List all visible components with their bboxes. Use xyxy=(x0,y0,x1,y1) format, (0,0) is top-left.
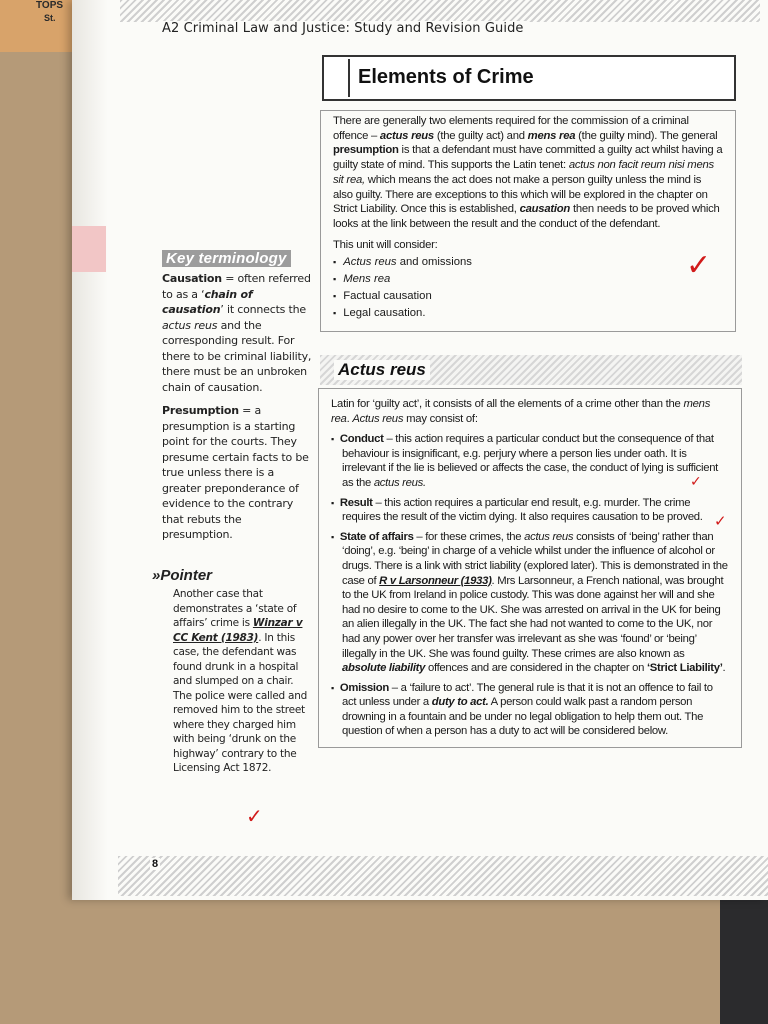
actus-reus-heading: Actus reus xyxy=(334,360,430,380)
actus-reus-italic: Actus reus xyxy=(352,412,404,425)
list-item xyxy=(333,271,723,288)
intro-text: (the guilty mind). The general xyxy=(575,129,718,142)
key-terminology-heading: Key terminology xyxy=(162,250,291,267)
list-item-omission xyxy=(331,681,729,739)
pointer-body: . In this case, the defendant was found drunk in a hospital and slumped on a chair. The police were called and removed him to the street where they charged him with being ‘drunk on the highway’ contrary to the Licensing Act 1872. xyxy=(173,631,308,774)
chapter-title: Elements of Crime xyxy=(358,66,534,88)
intro-causation: causation xyxy=(519,203,571,216)
list-item-state-of-affairs xyxy=(331,530,729,676)
red-tick-mark: ✓ xyxy=(686,248,712,283)
red-tick-mark: ✓ xyxy=(690,474,702,490)
result-term: Result xyxy=(339,496,373,509)
red-tick-mark: ✓ xyxy=(714,512,727,530)
causation-term: Causation xyxy=(162,272,222,285)
body-text: – this action requires a particular end result, e.g. murder. The crime requires the result of the victim dying. It also requires causation to be proved. xyxy=(342,496,703,524)
intro-box xyxy=(320,110,736,332)
omission-term: Omission xyxy=(339,681,389,694)
list-item xyxy=(333,254,723,271)
duty-to-act-term: duty to act. xyxy=(431,696,489,709)
pink-sticky-tab xyxy=(72,226,106,272)
body-text: A person could walk past a random person drowning in a fountain and be under no legal obligation to help them out. The question of when a person has a duty to act will be considered below. xyxy=(342,696,704,738)
pointer-title: Pointer xyxy=(160,567,213,584)
topic-mens-rea: Mens rea xyxy=(343,273,391,286)
intro-text: (the guilty act) and xyxy=(433,129,528,142)
list-item-result xyxy=(331,496,729,525)
intro-presumption: presumption xyxy=(333,144,399,157)
body-text: . xyxy=(722,662,726,675)
causation-definition xyxy=(162,271,312,395)
actus-reus-italic: actus reus. xyxy=(373,476,426,489)
intro-text: then needs to be proved which looks at the link between the result and the conduct of the defendant. xyxy=(333,203,720,230)
definition-text: and the corresponding result. For there to be criminal liability, there must be an unbroken chain of causation. xyxy=(162,318,312,394)
conduct-term: Conduct xyxy=(339,433,384,446)
desk-label-bottom: St. xyxy=(44,13,56,23)
body-text: offences and are considered in the chapter on xyxy=(425,662,647,675)
desk-label-top: TOPS xyxy=(36,0,64,11)
body-text: – a ‘failure to act’. The general rule is that it is not an offence to fail to act unless under a xyxy=(342,681,713,709)
footer-hatch-band xyxy=(118,856,768,896)
pointer-text xyxy=(173,587,313,776)
definition-text: = a presumption is a starting point for the courts. They presume certain facts to be true unless there is a greater preponderance of evidence to the contrary that rebuts the presumption. xyxy=(162,404,309,541)
definition-actus-reus: actus reus xyxy=(162,318,218,332)
body-text: may consist of: xyxy=(403,412,478,425)
title-notch-decoration xyxy=(328,59,350,97)
body-text: . xyxy=(346,412,353,425)
presumption-definition xyxy=(162,403,312,543)
intro-latin-tenet: actus non facit reum nisi mens sit rea, xyxy=(333,159,714,186)
intro-paragraph xyxy=(333,114,723,232)
double-chevron-icon: » xyxy=(152,567,161,584)
state-of-affairs-term: State of affairs xyxy=(339,530,414,543)
body-text: Latin for ‘guilty act’, it consists of all the elements of a crime other than the xyxy=(331,398,684,410)
unit-consider-label: This unit will consider: xyxy=(333,238,438,251)
actus-reus-banner xyxy=(320,355,742,385)
pointer-case-name: Winzar v CC Kent (1983) xyxy=(173,617,303,644)
topic-omissions: and omissions xyxy=(396,256,472,269)
header-hatch-band xyxy=(120,0,760,22)
strict-liability-reference: ‘Strict Liability’ xyxy=(646,662,723,675)
presumption-term: Presumption xyxy=(162,404,239,417)
actus-reus-box xyxy=(318,388,742,748)
list-item-conduct xyxy=(331,432,729,490)
pointer-body: Another case that demonstrates a ‘state of affairs’ crime is xyxy=(173,588,297,629)
definition-text: = often referred to as a ‘ xyxy=(162,272,311,301)
topic-actus-reus: Actus reus xyxy=(343,256,397,269)
larsonneur-case-name: R v Larsonneur (1933) xyxy=(379,574,492,587)
intro-text: which means the act does not make a person guilty unless the mind is also guilty. There are exceptions to this which will be explored in the chapter on Strict Liability. Once this is established, xyxy=(333,173,708,216)
intro-actus-reus: actus reus xyxy=(379,129,434,142)
list-item: ▪ Legal causation. xyxy=(333,305,723,322)
actus-reus-types-list xyxy=(331,432,729,739)
body-text: . Mrs Larsonneur, a French national, was brought to the UK from Ireland in police custody. This was done against her will and she had no desire to come to the UK. She was arrested on arrival in the UK for being an alien illegally in the UK. The fact she had not wanted to come to the UK, nor had any power over her transfer was irrelevant as she was ‘found’ or ‘being’ illegally in the UK. She was found guilty. These crimes are also known as xyxy=(342,574,724,660)
chain-of-causation-term: chain of causation xyxy=(162,287,253,316)
background-dark-corner xyxy=(720,900,768,1024)
intro-mens-rea: mens rea xyxy=(527,129,576,142)
actus-reus-intro xyxy=(331,397,729,426)
chapter-title-box xyxy=(322,55,736,101)
body-text: – for these crimes, the xyxy=(413,530,525,543)
desk-background-label xyxy=(0,0,72,52)
pointer-heading xyxy=(152,567,212,584)
intro-text: is that a defendant must have committed a guilty act whilst having a guilty state of mind. This supports the Latin tenet: xyxy=(333,144,723,172)
body-text: – this action requires a particular conduct but the consequence of that behaviour is insignificant, e.g. perjury where a person lies under oath. It is irrelevant if the lie is believed or affects the case, the conduct of lying is sufficient as the xyxy=(342,433,719,489)
intro-text: There are generally two elements required for the commission of a criminal offence – xyxy=(333,115,689,142)
list-item: ▪ Factual causation xyxy=(333,288,723,305)
definition-text: ’ it connects the xyxy=(220,303,306,316)
red-tick-mark: ✓ xyxy=(246,804,263,828)
unit-topics-list xyxy=(333,254,723,322)
absolute-liability-term: absolute liability xyxy=(342,662,426,675)
book-title: A2 Criminal Law and Justice: Study and Revision Guide xyxy=(158,21,528,36)
page-fold-shadow xyxy=(72,0,108,900)
body-text: consists of ‘being’ rather than ‘doing’, e.g. ‘being’ in charge of a vehicle whilst under the influence of alcohol or drugs. There is a link with strict liability (explored later). This is demonstrated in the case of xyxy=(342,530,728,587)
page-number: 8 xyxy=(152,858,159,870)
mens-rea-italic: mens rea xyxy=(331,398,711,425)
actus-reus-italic: actus reus xyxy=(524,530,574,543)
